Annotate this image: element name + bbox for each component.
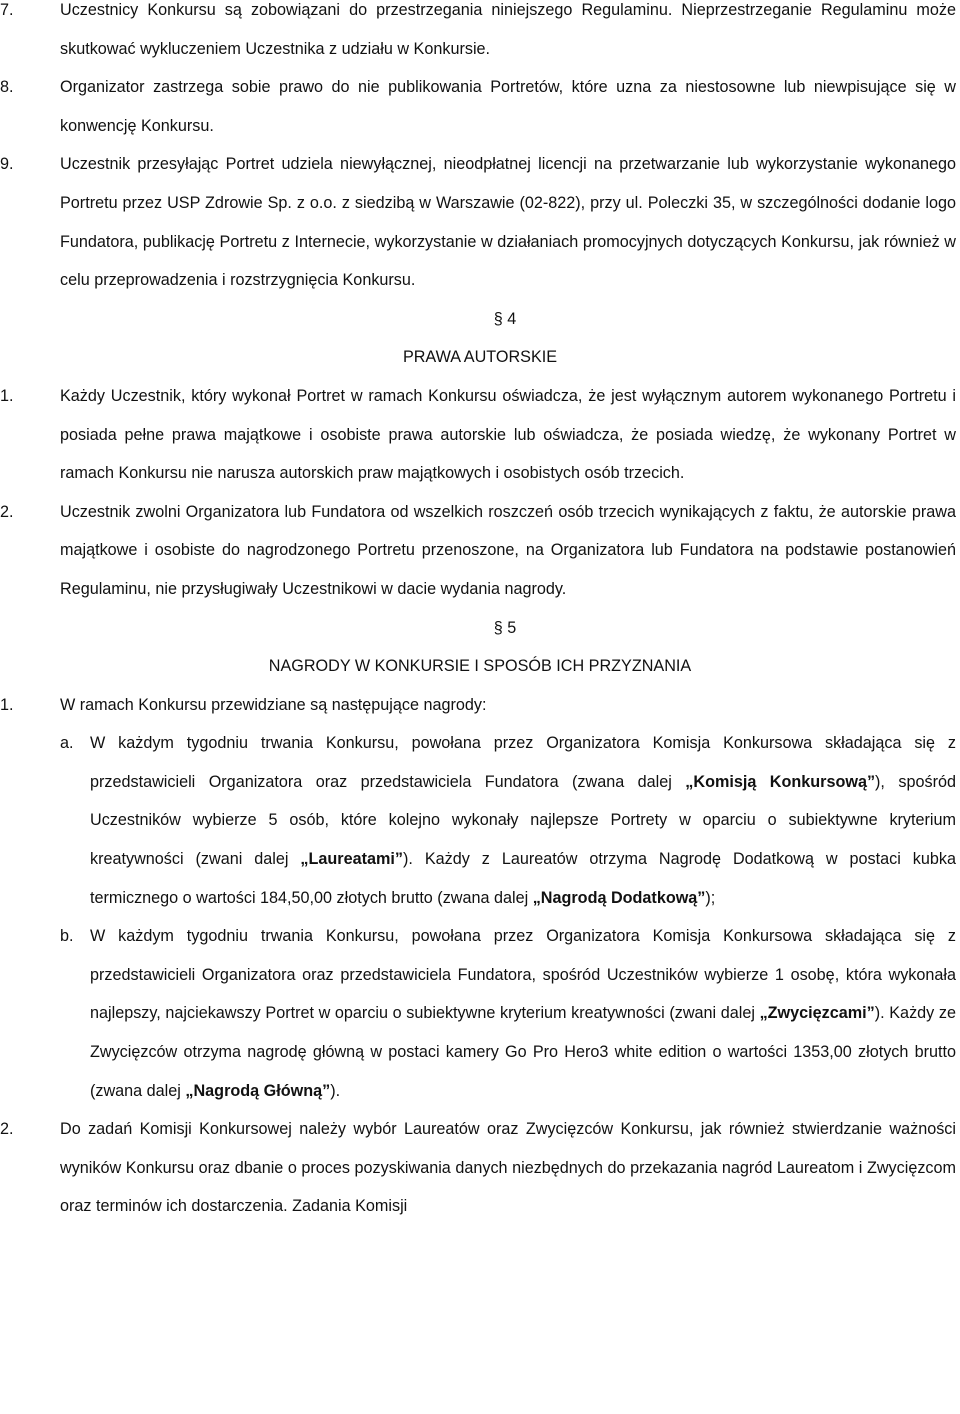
defined-term: „Zwycięzcami” bbox=[759, 1004, 875, 1023]
item-text: Każdy Uczestnik, który wykonał Portret w ramach Konkursu oświadcza, że jest wyłącznym autorem wykonanego Portretu i posiada pełne prawa majątkowe i osobiste prawa autorskie lub oświadcza, że posiada wiedzę, że wykonany Portret w ramach Konkursu nie narusza autorskich praw majątkowych i osobistych osób trzecich. bbox=[60, 386, 956, 483]
copyright-item-2 bbox=[0, 493, 956, 609]
item-text: Uczestnicy Konkursu są zobowiązani do przestrzegania niniejszego Regulaminu. Nieprzestrzeganie Regulaminu może skutkować wykluczeniem Uczestnika z udziału w Konkursie. bbox=[60, 1, 956, 58]
item-number: 9. bbox=[0, 155, 14, 174]
item-letter: a. bbox=[60, 734, 74, 753]
item-text: ). Każdy ze Zwycięzców otrzyma nagrodę główną w postaci kamery Go Pro Hero3 white edition o wartości 1353,00 złotych brutto (zwana dalej bbox=[90, 1004, 956, 1100]
defined-term: „Komisją Konkursową” bbox=[685, 772, 876, 791]
prizes-sub-a bbox=[60, 724, 956, 917]
section-5-symbol: § 5 bbox=[493, 618, 517, 637]
item-text: Uczestnik zwolni Organizatora lub Fundatora od wszelkich roszczeń osób trzecich wynikających z faktu, że autorskie prawa majątkowe i osobiste do nagrodzonego Portretu przenoszone, na Organizatora lub Fundatora na podstawie postanowień Regulaminu, nie przysługiwały Uczestnikowi w dacie wydania nagrody. bbox=[60, 502, 956, 598]
copyright-item-1 bbox=[0, 377, 956, 493]
item-text: ); bbox=[705, 888, 716, 907]
item-text: ). bbox=[330, 1081, 341, 1100]
section-4-title: PRAWA AUTORSKIE bbox=[402, 348, 558, 367]
item-letter: b. bbox=[60, 927, 74, 946]
section-5-title: NAGRODY W KONKURSIE I SPOSÓB ICH PRZYZNANIA bbox=[268, 657, 692, 676]
item-text: ). Każdy z Laureatów otrzyma Nagrodę Dodatkową w postaci kubka termicznego o wartości 184,50,00 złotych brutto (zwana dalej bbox=[90, 850, 956, 907]
item-number: 1. bbox=[0, 386, 14, 405]
list-item-9 bbox=[0, 145, 956, 299]
item-number: 8. bbox=[0, 78, 14, 97]
item-text: Uczestnik przesyłając Portret udziela niewyłącznej, nieodpłatnej licencji na przetwarzanie lub wykorzystanie wykonanego Portretu przez USP Zdrowie Sp. z o.o. z siedzibą w Warszawie (02-822), przy ul. Poleczki 35, w szczególności dodanie logo Fundatora, publikację Portretu z Internecie, wykorzystanie w działaniach promocyjnych dotyczących Konkursu, jak również w celu przeprowadzenia i rozstrzygnięcia Konkursu. bbox=[60, 155, 956, 290]
item-number: 2. bbox=[0, 502, 14, 521]
item-text: Do zadań Komisji Konkursowej należy wybór Laureatów oraz Zwycięzców Konkursu, jak również stwierdzanie ważności wyników Konkursu oraz dbanie o proces pozyskiwania danych niezbędnych do przekazania nagród Laureatom i Zwycięzcom oraz terminów ich dostarczenia. Zadania Komisji bbox=[60, 1120, 956, 1216]
list-item-8 bbox=[0, 68, 956, 145]
list-item-7 bbox=[0, 0, 956, 68]
item-number: 2. bbox=[0, 1120, 14, 1139]
item-text: Organizator zastrzega sobie prawo do nie publikowania Portretów, które uzna za niestosowne lub niewpisujące się w konwencję Konkursu. bbox=[60, 78, 956, 135]
defined-term: „Nagrodą Główną” bbox=[185, 1081, 331, 1100]
prizes-item-2 bbox=[0, 1110, 956, 1226]
item-text: W ramach Konkursu przewidziane są następujące nagrody: bbox=[60, 695, 487, 714]
item-text: W każdym tygodniu trwania Konkursu, powołana przez Organizatora Komisja Konkursowa składająca się z przedstawicieli Organizatora oraz przedstawiciela Fundatora (zwana dalej bbox=[90, 734, 956, 791]
item-number: 1. bbox=[0, 695, 14, 714]
prizes-item-1 bbox=[0, 686, 956, 725]
item-text: ), spośród Uczestników wybierze 5 osób, które kolejno wykonały najlepsze Portrety w oparciu o subiektywne kryterium kreatywności (zwani dalej bbox=[90, 772, 956, 869]
section-4-symbol: § 4 bbox=[493, 309, 517, 328]
item-number: 7. bbox=[0, 1, 14, 19]
defined-term: „Nagrodą Dodatkową” bbox=[532, 888, 706, 907]
item-text: W każdym tygodniu trwania Konkursu, powołana przez Organizatora Komisja Konkursowa składająca się z przedstawicieli Organizatora oraz przedstawiciela Fundatora, spośród Uczestników wybierze 1 osobę, która wykonała najlepszy, najciekawszy Portret w oparciu o subiektywne kryterium kreatywności (zwani dalej bbox=[90, 927, 956, 1023]
prizes-sub-b bbox=[60, 917, 956, 1110]
defined-term: „Laureatami” bbox=[300, 850, 403, 869]
